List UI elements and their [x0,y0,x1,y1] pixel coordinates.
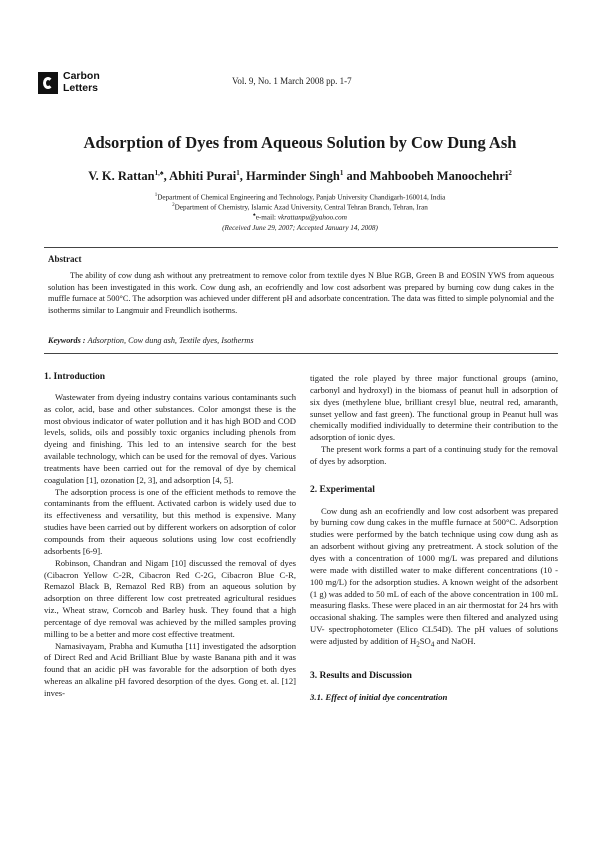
volume-info: Vol. 9, No. 1 March 2008 pp. 1-7 [232,76,352,86]
author-list: V. K. Rattan$^{1,♠}$, Abhiti Purai$^1$, Harminder Singh$^1$ and Mahboobeh Manoochehri$^2$ [88,169,512,184]
author-name: V. K. Rattan [88,169,155,184]
paragraph: Wastewater from dyeing industry contains various contaminants such as color, acid, base and other substances. Color amongst these is the most obvious indicator of water pollution and it has high BOD and COD levels, solids, oils and possibly toxic organics including phenols from dyeing and finishing. This led to an intensive search for the best available technology, which can be used for the removal of dyes. Various treatments have been carried out for the removal of dye by chemical coagulation [1], ozonation [2, 3], and adsorption [4, 5]. [44,391,296,485]
abstract-section [44,247,558,354]
section-heading: 3. Results and Discussion [310,671,412,682]
left-column [44,372,296,700]
right-column [310,373,558,704]
corresponding-email: ♠e-mail: vkrattanpu@yahoo.com [253,213,347,222]
subsection-heading: 3.1. Effect of initial dye concentration [310,692,448,703]
author-name: Abhiti Purai [169,169,237,184]
affiliation-1: $^1$Department of Chemical Engineering and Technology, Panjab University Chandigarh-160014, India [154,193,446,202]
section-heading: 1. Introduction [44,372,106,382]
abstract-heading: Abstract [48,254,82,264]
paragraph: The present work forms a part of a continuing study for the removal of dyes by adsorption. [310,444,558,466]
paragraph: The adsorption process is one of the efficient methods to remove the contaminants from the effluent. Activated carbon is widely used due to its effectiveness and versatility, but this method is expensive. Many studies have been carried out by different workers on adsorption of color compounds from their aqueous solutions using low cost ecofriendly adsorbents [6-9]. [44,486,296,556]
paragraph: tigated the role played by three major functional groups (amino, carbonyl and hydroxyl) in the biomass of peanut hull in adsorption of six dyes (methylene blue, brilliant cresyl blue, neutral red, amaranth, sunset yellow and fast green). The functional group in Peanut hull was chemically modified individually to determine their contribution to the adsorption of ionic dyes. [310,373,558,443]
received-dates: (Received June 29, 2007; Accepted January 14, 2008) [222,224,378,232]
affiliation-2: $^2$Department of Chemistry, Islamic Azad University, Central Tehran Branch, Tehran, Iran [172,203,428,212]
journal-logo [38,70,100,94]
paper-title: Adsorption of Dyes from Aqueous Solution by Cow Dung Ash [83,133,517,152]
author-name: Harminder Singh [245,169,340,184]
carbon-letters-logo-icon [38,72,58,94]
paragraph: Namasivayam, Prabha and Kumutha [11] investigated the adsorption of Direct Red and Acid Brilliant Blue by waste Banana pith and it was found that an acidic pH was favorable for the adsorption of both dyes whereas an alkaline pH favored desorption of the dyes. Gong et. al. [12] inves- [44,640,296,698]
paragraph: Robinson, Chandran and Nigam [10] discussed the removal of dyes (Cibacron Yellow C-2R, Cibacron Red C-2G, Cibacron Blue C-R, Remazol Black B, Remazol Red RB) from an aqueous solution by adsorption on three different low cost pretreated agricultural residues viz., Wheat straw, Corncob and Barley husk. They found that a high percentage of dye removal was achieved by the milled samples proving milling to be a better and more cost effective treatment. [44,557,296,639]
email-link[interactable]: vkrattanpu@yahoo.com [277,213,347,222]
author-name: Mahboobeh Manoochehri [369,169,509,184]
keywords-list: Adsorption, Cow dung ash, Textile dyes, Isotherms [87,336,254,345]
keywords-label: Keywords : [48,336,88,345]
paragraph: Cow dung ash an ecofriendly and low cost adsorbent was prepared by burning cow dung cakes in the muffle furnace at 500°C. Adsorption studies were performed by the batch technique using cow dung ash as an adsorbent without giving any pretreatment. A stock solution of the dyes with a concentration of 1000 mg/L was prepared and dilutions were made with distilled water to make different concentrations (10 - 100 mg/L) for the adsorption studies. A known weight of the adsorbent (1 g) was added to 50 mL of each of the above concentration in 100 mL measuring flasks. These were placed in an air thermostat for 24 hrs with occasional shaking. The samples were then filtered and analyzed using UV- spectrophotometer (Elico CL54D). The pH values of solutions were adjusted by addition of $H_2SO_4$ and NaOH. [310,505,558,649]
abstract-text: The ability of cow dung ash without any pretreatment to remove color from textile dyes N Blue RGB, Green B and EOSIN YWS from aqueous solution has been investigated in this work. Cow dung ash, an ecofriendly and low cost adsorbent was prepared by burning cow dung cakes in the muffle furnace at 500°C. The adsorption was achieved under different pH and adsorbate concentration. The data was fitted to simple polynomial and the isotherms similar to Langmuir and Freundlich isotherms. [48,271,554,316]
keywords [48,336,254,345]
journal-name: Carbon Letters [63,70,100,94]
section-heading: 2. Experimental [310,484,375,495]
